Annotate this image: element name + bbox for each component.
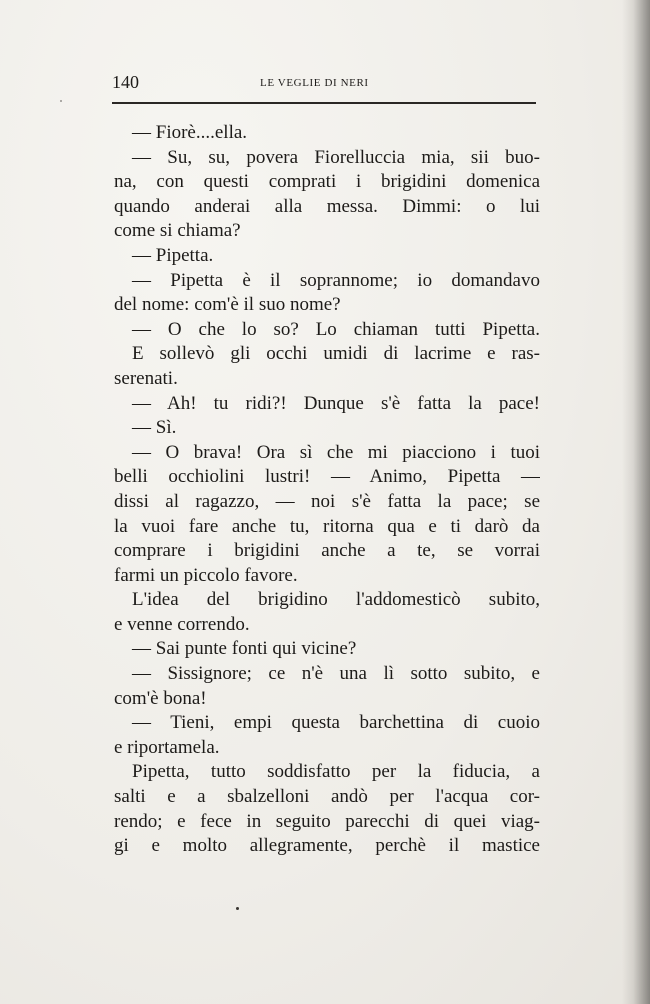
text-line: del nome: com'è il suo nome? <box>114 294 341 316</box>
text-line: E sollevò gli occhi umidi di lacrime e ras- <box>132 343 540 365</box>
text-line: — O che lo so? Lo chiaman tutti Pipetta. <box>132 318 540 340</box>
text-line: serenati. <box>114 367 178 389</box>
text-line: — Pipetta è il soprannome; io domandavo <box>132 269 540 291</box>
page-number: 140 <box>112 72 139 92</box>
text-line: gi e molto allegramente, perchè il mastice <box>114 835 540 857</box>
text-line: come si chiama? <box>114 220 241 242</box>
text-line: salti e a sbalzelloni andò per l'acqua cor- <box>114 786 540 808</box>
body-text <box>114 121 540 859</box>
text-line: — Sì. <box>132 417 177 439</box>
text-line: com'è bona! <box>114 687 207 709</box>
text-line: e venne correndo. <box>114 613 250 635</box>
page-header <box>112 72 536 94</box>
print-speck <box>236 907 239 910</box>
text-line: quando anderai alla messa. Dimmi: o lui <box>114 195 540 217</box>
header-rule <box>112 102 536 104</box>
text-line: la vuoi fare anche tu, ritorna qua e ti darò da <box>114 515 540 537</box>
text-line: L'idea del brigidino l'addomesticò subito, <box>132 589 540 611</box>
text-line: — O brava! Ora sì che mi piacciono i tuoi <box>132 441 540 463</box>
page-edge-shadow <box>622 0 650 1004</box>
text-line: Pipetta, tutto soddisfatto per la fiducia, a <box>132 761 540 783</box>
print-speck <box>60 100 62 102</box>
running-title: LE VEGLIE DI NERI <box>260 77 369 89</box>
text-line: e riportamela. <box>114 736 220 758</box>
text-line: comprare i brigidini anche a te, se vorrai <box>114 540 540 562</box>
text-line: — Pipetta. <box>132 244 214 266</box>
text-line: dissi al ragazzo, — noi s'è fatta la pace; se <box>114 490 540 512</box>
text-line: — Ah! tu ridi?! Dunque s'è fatta la pace! <box>132 392 540 414</box>
text-line: — Sai punte fonti qui vicine? <box>132 638 357 660</box>
text-line: farmi un piccolo favore. <box>114 564 298 586</box>
text-line: — Tieni, empi questa barchettina di cuoio <box>132 712 540 734</box>
text-line: — Su, su, povera Fiorelluccia mia, sii buo- <box>132 146 540 168</box>
text-line: — Fiorè....ella. <box>132 122 248 143</box>
text-line: belli occhiolini lustri! — Animo, Pipetta — <box>114 466 540 488</box>
text-line: rendo; e fece in seguito parecchi di quei viag- <box>114 810 540 832</box>
text-line: — Sissignore; ce n'è una lì sotto subito, e <box>132 663 540 685</box>
text-line: na, con questi comprati i brigidini domenica <box>114 171 540 193</box>
